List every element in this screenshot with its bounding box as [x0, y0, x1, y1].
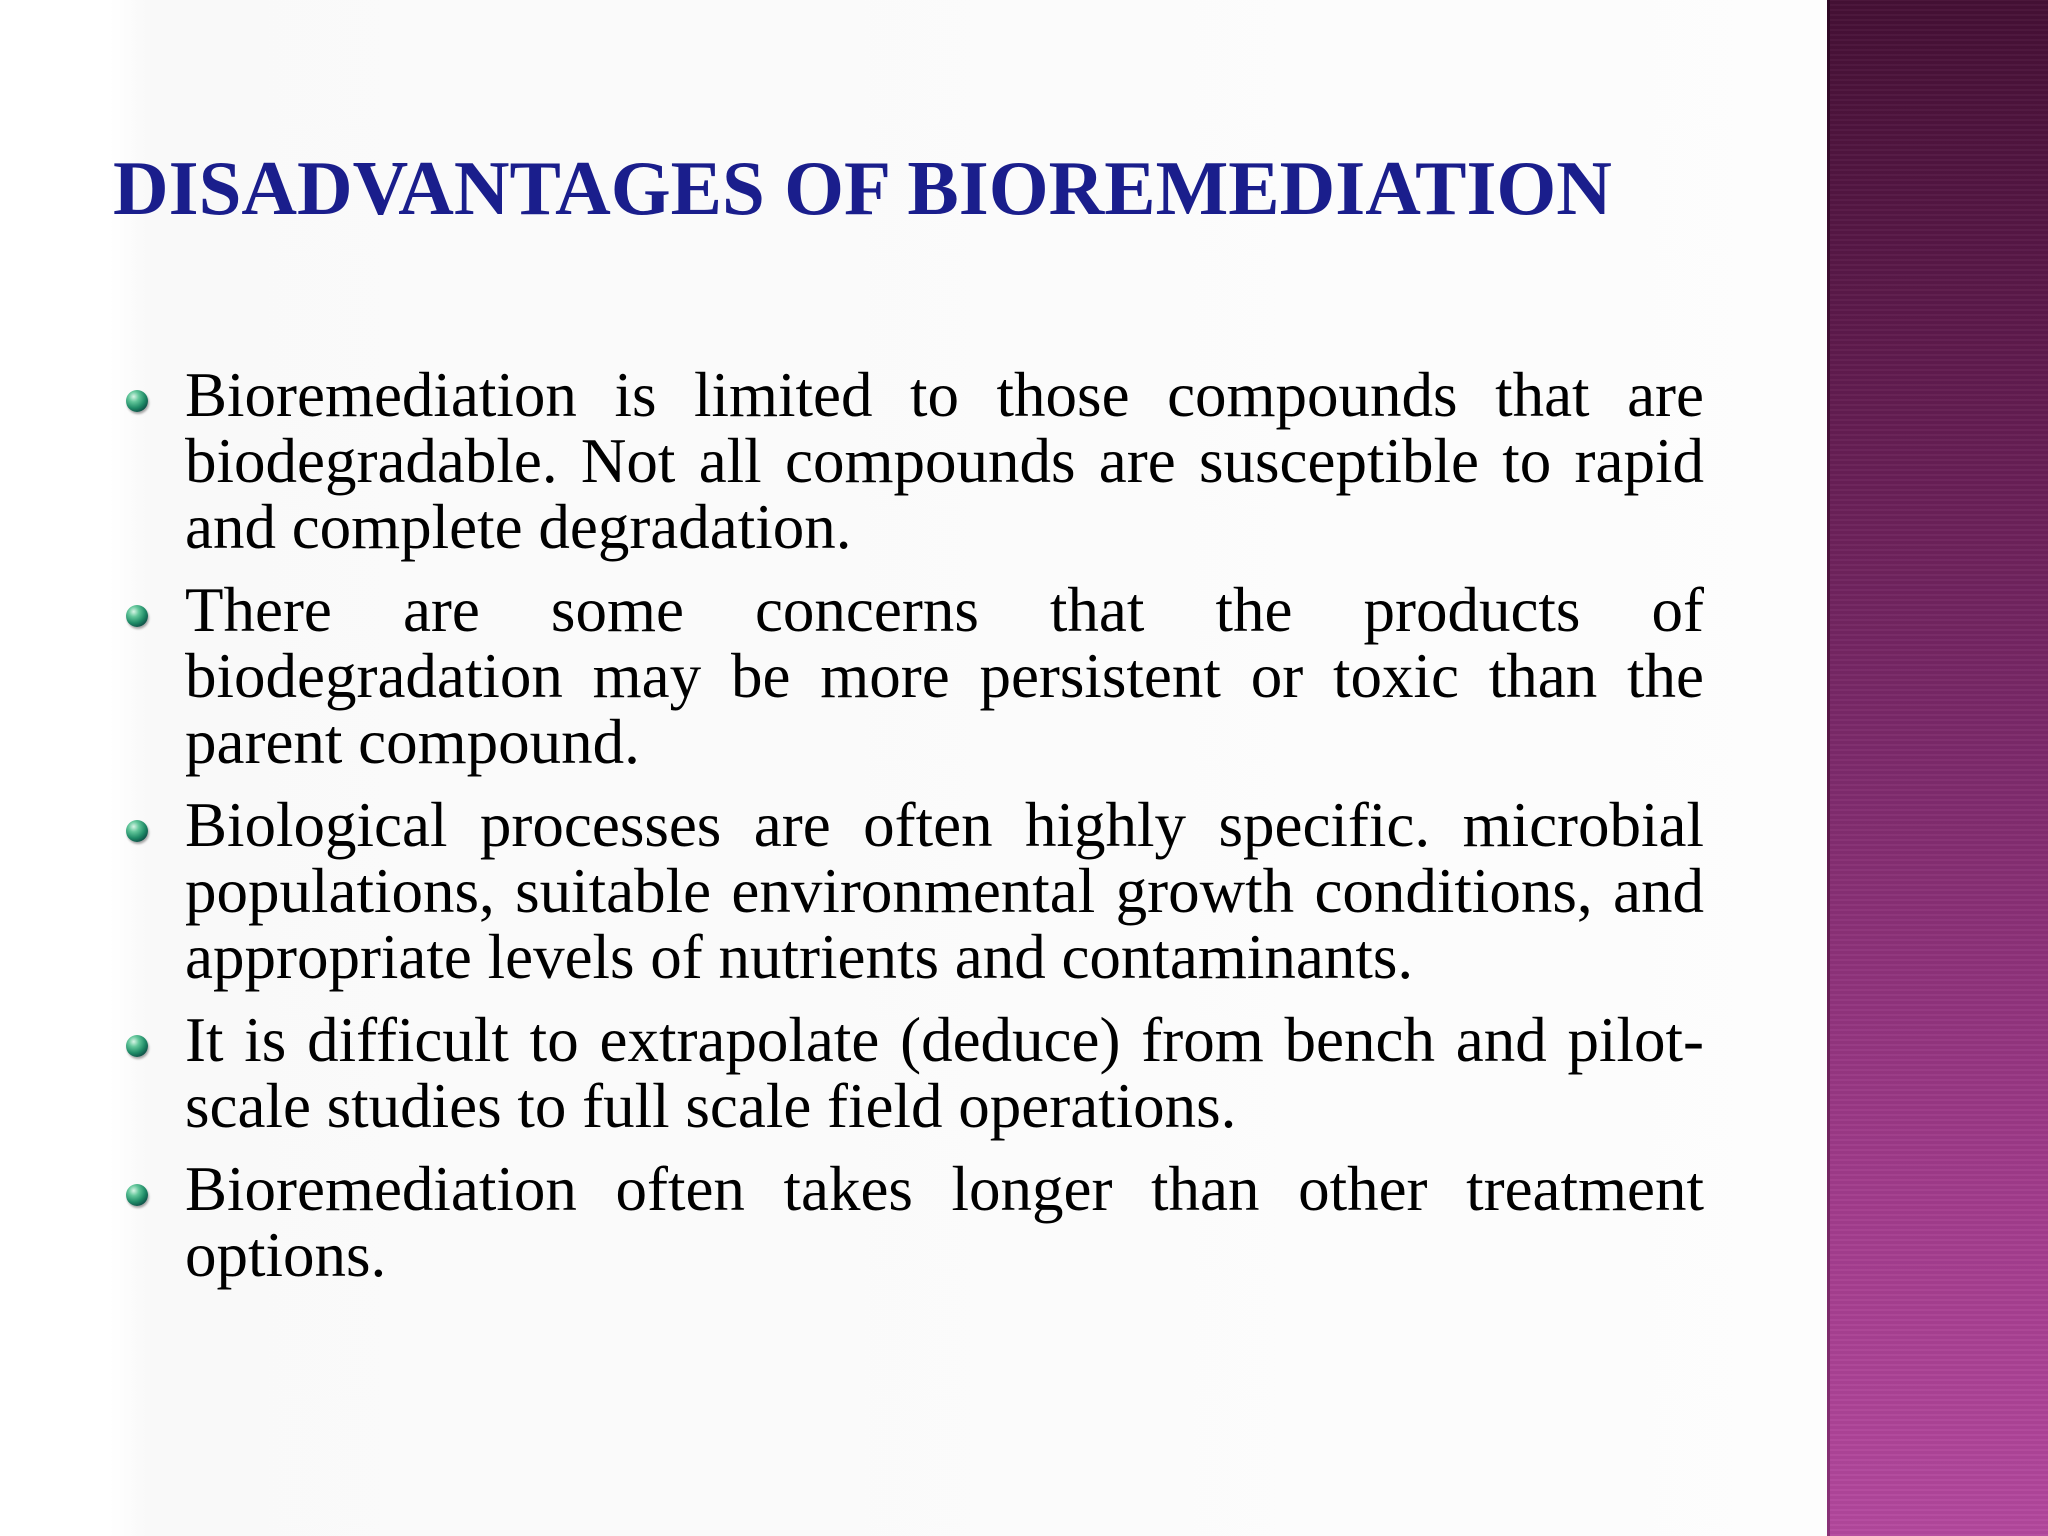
- bullet-item: [120, 1156, 1704, 1288]
- globe-bullet-icon: [126, 820, 148, 842]
- side-bar-texture: [1830, 0, 2048, 1536]
- bullet-item: [120, 792, 1704, 990]
- bullet-text: It is difficult to extrapolate (deduce) from bench and pilot-scale studies to full scale field operations.: [185, 1005, 1704, 1141]
- bullet-text: There are some concerns that the products of biodegradation may be more persistent or toxic than the parent compound.: [185, 575, 1704, 777]
- bullet-item: [120, 1007, 1704, 1139]
- bullet-text: Bioremediation is limited to those compounds that are biodegradable. Not all compounds are susceptible to rapid and complete degradation.: [185, 360, 1704, 562]
- bullet-text: Biological processes are often highly specific. microbial populations, suitable environmental growth conditions, and appropriate levels of nutrients and contaminants.: [185, 790, 1704, 992]
- globe-bullet-icon: [126, 605, 148, 627]
- decorative-side-bar: [1827, 0, 2048, 1536]
- bullet-list: [120, 362, 1704, 1305]
- bullet-text: Bioremediation often takes longer than other treatment options.: [185, 1154, 1704, 1290]
- globe-bullet-icon: [126, 390, 148, 412]
- slide-title: DISADVANTAGES OF BIOREMEDIATION: [113, 145, 1612, 231]
- bullet-item: [120, 362, 1704, 560]
- bullet-item: [120, 577, 1704, 775]
- globe-bullet-icon: [126, 1184, 148, 1206]
- globe-bullet-icon: [126, 1035, 148, 1057]
